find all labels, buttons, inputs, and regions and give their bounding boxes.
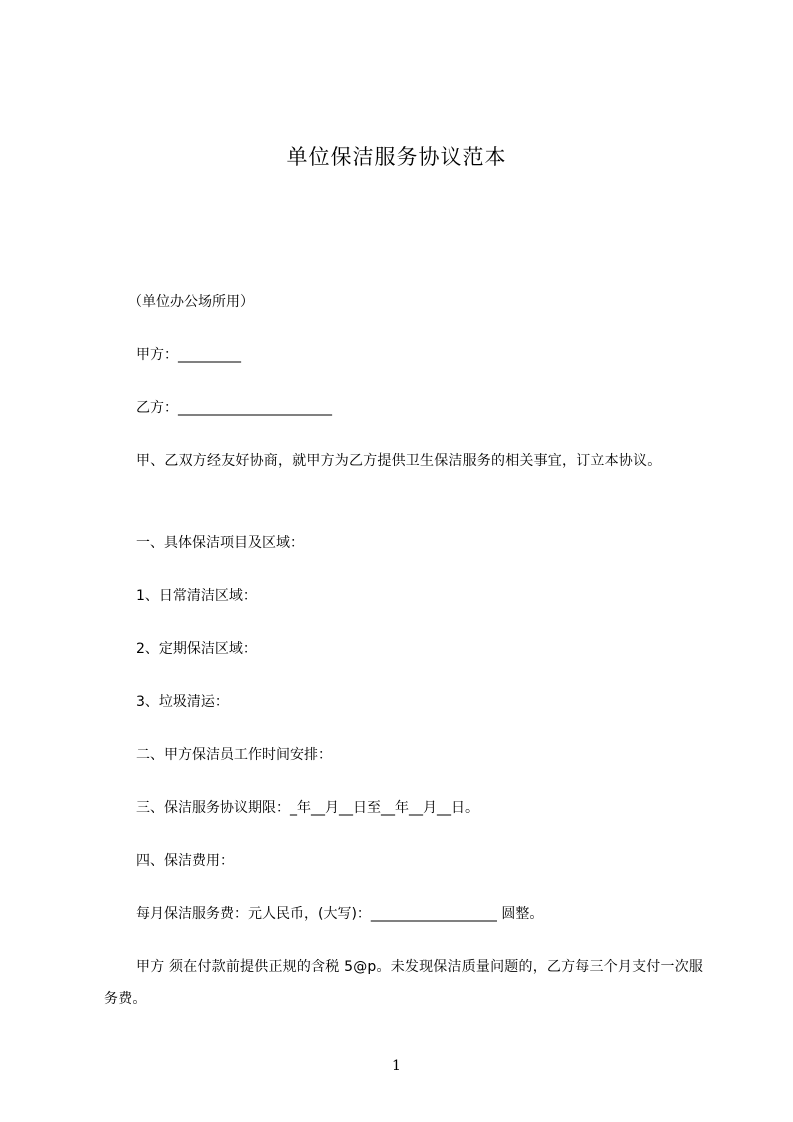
payment-terms-paragraph: 甲方 须在付款前提供正规的含税 5@p。未发现保洁质量问题的，乙方每三个月支付一次服务费。 [104, 959, 704, 1007]
intro-paragraph: 甲、乙双方经友好协商，就甲方为乙方提供卫生保洁服务的相关事宜，订立本协议。 [136, 453, 662, 469]
section-4-heading: 四、保洁费用： [136, 853, 234, 869]
item-1-daily-cleaning: 1、日常清洁区域： [136, 588, 257, 604]
party-a-line: 甲方：_________ [136, 347, 241, 363]
party-b-line: 乙方：______________________ [136, 400, 332, 416]
item-2-periodic-cleaning: 2、定期保洁区域： [136, 641, 257, 657]
section-1-heading: 一、具体保洁项目及区域： [136, 535, 304, 551]
section-2-heading: 二、甲方保洁员工作时间安排： [136, 747, 332, 763]
section-3-heading: 三、保洁服务协议期限：_年__月__日至__年__月__日。 [136, 800, 479, 816]
item-3-garbage: 3、垃圾清运： [136, 694, 229, 710]
page-number: 1 [392, 1058, 401, 1074]
document-title: 单位保洁服务协议范本 [286, 145, 507, 169]
monthly-fee-line: 每月保洁服务费：元人民币，(大写)：__________________ 圆整。 [136, 906, 544, 922]
document-subtitle: （单位办公场所用） [128, 294, 254, 310]
